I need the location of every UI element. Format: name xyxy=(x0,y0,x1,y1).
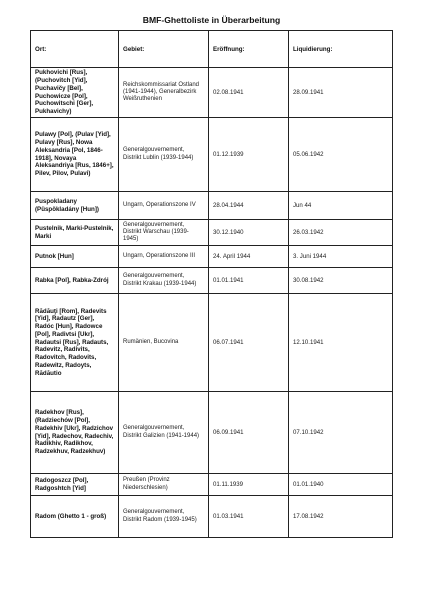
gebiet-cell: Reichskommissariat Ostland (1941-1944), Generalbezirk Weißruthenien xyxy=(119,68,209,118)
liquidierung-cell: 3. Juni 1944 xyxy=(289,246,393,268)
table-header-row xyxy=(31,31,393,68)
ort-cell: Pukhovichi [Rus], (Puchovitch [Yid], Puchavičy [Bel], Puchowicze [Pol], Puchowitschi [Ger], Pukhavichy) xyxy=(31,68,119,118)
header-gebiet: Gebiet: xyxy=(119,31,209,68)
liquidierung-cell: 01.01.1940 xyxy=(289,474,393,496)
gebiet-cell: Generalgouvernement, Distrikt Krakau (1939-1944) xyxy=(119,268,209,294)
gebiet-cell: Generalgouvernement, Distrikt Lublin (1939-1944) xyxy=(119,118,209,192)
liquidierung-cell: 12.10.1941 xyxy=(289,294,393,392)
ort-cell: Putnok [Hun] xyxy=(31,246,119,268)
gebiet-cell: Generalgouvernement, Distrikt Warschau (1939-1945) xyxy=(119,220,209,246)
ort-cell: Puspokladany (Püspökladány [Hun]) xyxy=(31,192,119,220)
eroeffnung-cell: 02.08.1941 xyxy=(209,68,289,118)
table-row xyxy=(31,118,393,192)
table-row xyxy=(31,474,393,496)
ort-cell: Radom (Ghetto 1 - groß) xyxy=(31,496,119,538)
table-row xyxy=(31,268,393,294)
table-row xyxy=(31,246,393,268)
header-liquidierung: Liquidierung: xyxy=(289,31,393,68)
ort-cell: Rădăuţi [Rom], Radevits [Yid], Radautz [Ger], Radóc [Hun], Radowce [Pol], Radivtsi [Ukr], Radautsi [Rus], Radauts, Radevitz, Radivits, Radovitch, Radovits, Radewitz, Radoyts, Rădăutio xyxy=(31,294,119,392)
liquidierung-cell: 28.09.1941 xyxy=(289,68,393,118)
liquidierung-cell: Jun 44 xyxy=(289,192,393,220)
eroeffnung-cell: 06.07.1941 xyxy=(209,294,289,392)
eroeffnung-cell: 30.12.1940 xyxy=(209,220,289,246)
header-ort: Ort: xyxy=(31,31,119,68)
gebiet-cell: Ungarn, Operationszone IV xyxy=(119,192,209,220)
liquidierung-cell: 26.03.1942 xyxy=(289,220,393,246)
eroeffnung-cell: 01.03.1941 xyxy=(209,496,289,538)
liquidierung-cell: 07.10.1942 xyxy=(289,392,393,474)
eroeffnung-cell: 01.12.1939 xyxy=(209,118,289,192)
table-row xyxy=(31,192,393,220)
gebiet-cell: Rumänien, Bucovina xyxy=(119,294,209,392)
eroeffnung-cell: 28.04.1944 xyxy=(209,192,289,220)
gebiet-cell: Generalgouvernement, Distrikt Galizien (1941-1944) xyxy=(119,392,209,474)
page-title: BMF-Ghettoliste in Überarbeitung xyxy=(142,15,281,25)
gebiet-cell: Generalgouvernement, Distrikt Radom (1939-1945) xyxy=(119,496,209,538)
ort-cell: Radogoszcz [Pol], Radgoshtch [Yid] xyxy=(31,474,119,496)
eroeffnung-cell: 24. April 1944 xyxy=(209,246,289,268)
ort-cell: Radekhov [Rus], (Radziechów [Pol], Radekhiv [Ukr], Radzichov [Yid], Radechov, Radechiv, Radikhiv, Radikhov, Radzekhuv, Radzekhuv) xyxy=(31,392,119,474)
liquidierung-cell: 17.08.1942 xyxy=(289,496,393,538)
ort-cell: Pustelnik, Marki-Pustelnik, Marki xyxy=(31,220,119,246)
liquidierung-cell: 30.08.1942 xyxy=(289,268,393,294)
table-row xyxy=(31,392,393,474)
header-eroeffnung: Eröffnung: xyxy=(209,31,289,68)
ghetto-table xyxy=(30,30,393,538)
table-row xyxy=(31,220,393,246)
ort-cell: Rabka [Pol], Rabka-Zdrój xyxy=(31,268,119,294)
table-row xyxy=(31,496,393,538)
eroeffnung-cell: 01.01.1941 xyxy=(209,268,289,294)
ort-cell: Pulawy [Pol], (Pulav [Yid], Pulavy [Rus], Nowa Aleksandria [Pol, 1846-1918], Novaya Aleksandriya [Rus, 1846+], Pilev, Pilov, Pulavi) xyxy=(31,118,119,192)
table-row xyxy=(31,68,393,118)
eroeffnung-cell: 06.09.1941 xyxy=(209,392,289,474)
liquidierung-cell: 05.06.1942 xyxy=(289,118,393,192)
gebiet-cell: Ungarn, Operationszone III xyxy=(119,246,209,268)
eroeffnung-cell: 01.11.1939 xyxy=(209,474,289,496)
table-row xyxy=(31,294,393,392)
gebiet-cell: Preußen (Provinz Niederschlesien) xyxy=(119,474,209,496)
